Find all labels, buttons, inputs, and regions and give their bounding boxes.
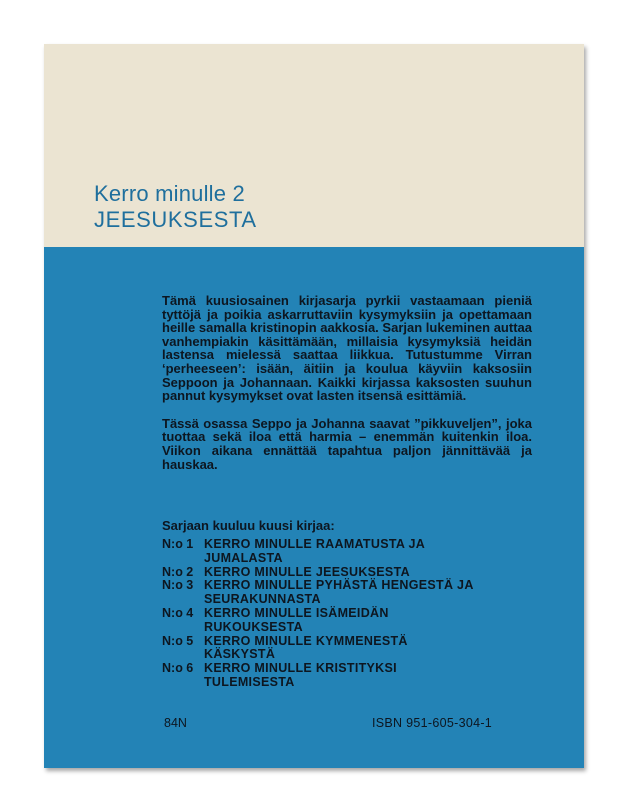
series-title: KERRO MINULLE KYMMENESTÄ KÄSKYSTÄ [204,633,408,662]
isbn-number: ISBN 951-605-304-1 [372,716,493,730]
list-item [162,662,542,690]
series-number: N:o 5 [162,633,194,648]
title-line1: Kerro minulle 2 [94,181,245,206]
series-title: KERRO MINULLE JEESUKSESTA [204,564,410,579]
series-title: KERRO MINULLE ISÄMEIDÄN RUKOUKSESTA [204,605,389,634]
book-back-cover [44,44,584,768]
series-number: N:o 6 [162,661,194,676]
cover-title [94,181,257,233]
list-item [162,579,542,607]
list-item [162,538,542,566]
series-title: KERRO MINULLE RAAMATUSTA JA JUMALASTA [204,537,425,565]
blurb-paragraph-1: Tämä kuusiosainen kirjasarja pyrkii vastaamaan pieniä tyttöjä ja poikia askarruttaviin kysymyksiin ja opettamaan heille samalla kristinopin aakkosia. Sarjan lukeminen auttaa vanhempiakin käsittämään, millaisia kysymyksiä heidän lastensa mielessä saattaa liikkua. Tutustumme Virran ‘perheeseen’: isään, äitiin ja koulua käyviin kaksosiin Seppoon ja Johannaan. Kaikki kirjassa kaksosten suuhun pannut kysymykset ovat lasten itsensä esittämiä. [162,293,532,404]
series-title: KERRO MINULLE KRISTITYKSI TULEMISESTA [204,661,397,689]
series-heading: Sarjaan kuuluu kuusi kirjaa: [162,518,335,533]
blurb [162,294,532,485]
blurb-paragraph-2: Tässä osassa Seppo ja Johanna saavat ”pikkuveljen”, joka tuottaa sekä iloa että harmia – enemmän kuitenkin iloa. Viikon aikana ennättää tapahtua paljon jännittävää ja hauskaa. [162,415,532,472]
list-item [162,635,542,663]
series-number: N:o 4 [162,605,194,620]
product-code: 84N [164,716,187,730]
title-line2: JEESUKSESTA [94,207,257,232]
series-number: N:o 3 [162,578,194,593]
list-item [162,607,542,635]
series-title: KERRO MINULLE PYHÄSTÄ HENGESTÄ JA SEURAKUNNASTA [204,578,474,607]
series-number: N:o 2 [162,564,194,579]
cover-top-panel [44,44,584,247]
series-number: N:o 1 [162,537,194,551]
series-list [162,538,542,690]
